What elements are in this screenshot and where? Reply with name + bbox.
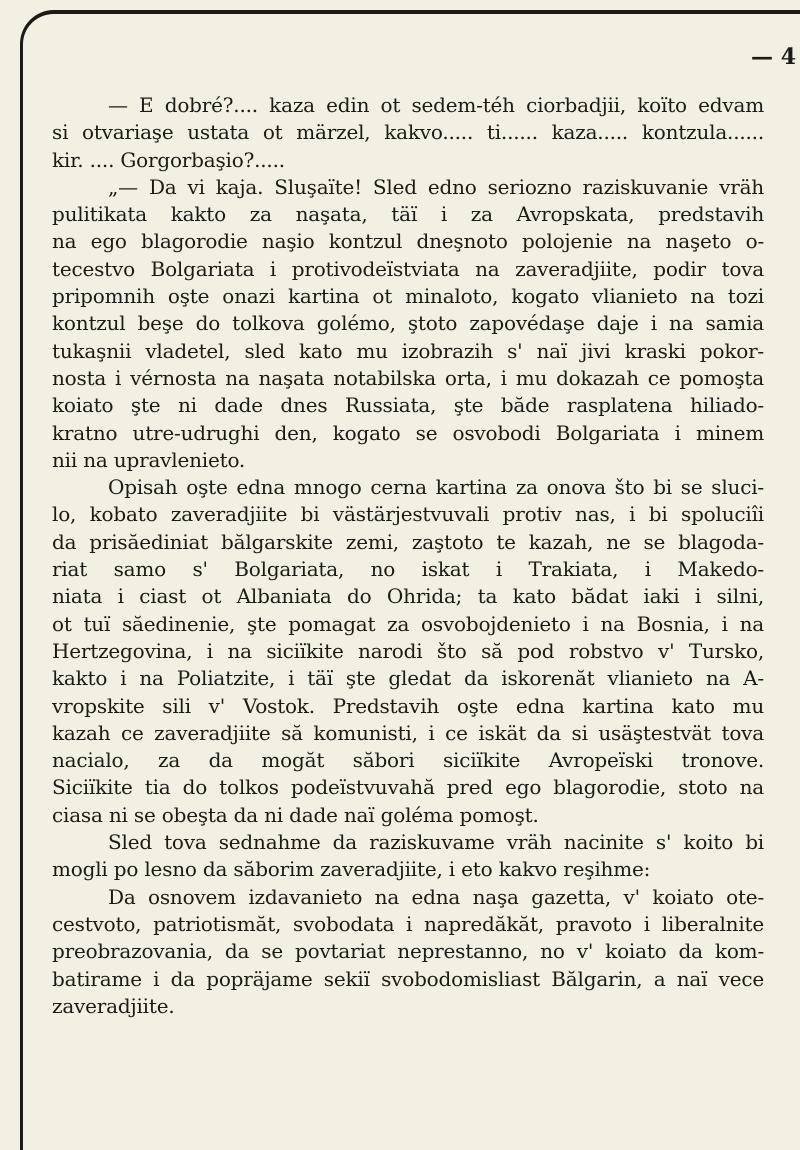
text-line: nii na upravlenieto. <box>52 447 246 472</box>
text-line: vropskite sili v' Vostok. Predstavih oşte edna kartina kato mu <box>52 693 764 718</box>
text-line: si otvariaşe ustata ot märzel, kakvo..... ti...... kaza..... kontzula...... <box>52 120 764 145</box>
text-line: pripomnih oşte onazi kartina ot minaloto, kogato vlianieto na tozi <box>52 284 764 309</box>
text-line: koiato şte ni dade dnes Russiata, şte băde rasplatena hiliado- <box>52 393 764 418</box>
text-line: Da osnovem izdavanieto na edna naşa gazetta, v' koiato ote- <box>108 884 764 909</box>
text-line: kazah ce zaveradjiite să komunisti, i ce iskät da si usäştestvät tova <box>52 720 764 745</box>
page-number: — 4 <box>751 44 796 70</box>
text-line: Sled tova sednahme da raziskuvame vräh nacinite s' koito bi <box>108 830 764 855</box>
paragraph <box>52 474 764 829</box>
text-line: nosta i vérnosta na naşata notabilska orta, i mu dokazah ce pomoşta <box>52 365 764 390</box>
article-body <box>52 92 764 1020</box>
text-line: preobrazovania, da se povtariat neprestanno, no v' koiato da kom- <box>52 939 764 964</box>
text-line: cestvoto, patriotismăt, svobodata i napredăkăt, pravoto i liberalnite <box>52 911 764 936</box>
text-line: Hertzegovina, i na siciïkite narodi što să pod robstvo v' Tursko, <box>52 638 764 663</box>
text-line: na ego blagorodie naşio kontzul dneşnoto polojenie na naşeto o- <box>52 229 764 254</box>
text-line: nacialo, za da mogăt săbori siciïkite Avropeïski tronove. <box>52 748 764 773</box>
text-line: kontzul beşe do tolkova golémo, ştoto zapovédaşe daje i na samia <box>52 311 764 336</box>
text-line: pulitikata kakto za naşata, täï i za Avropskata, predstavih <box>52 202 764 227</box>
text-line: niata i ciast ot Albaniata do Ohrida; ta kato bădat iaki i silni, <box>52 584 764 609</box>
text-line: zaveradjiite. <box>52 993 175 1018</box>
text-line: kir. .... Gorgorbaşio?..... <box>52 147 285 172</box>
text-line: lo, kobato zaveradjiite bi västärjestvuvali protiv nas, i bi spoluciîi <box>52 502 764 527</box>
text-line: mogli po lesno da săborim zaveradjiite, i eto kakvo reşihme: <box>52 857 651 882</box>
paragraph <box>52 829 764 884</box>
text-line: da prisăediniat bălgarskite zemi, zaştoto te kazah, ne se blagoda- <box>52 529 764 554</box>
text-line: kakto i na Poliatzite, i täï şte gledat da iskorenăt vlianieto na A- <box>52 666 764 691</box>
paragraph <box>52 174 764 474</box>
text-line: riat samo s' Bolgariata, no iskat i Trakiata, i Makedo- <box>52 557 764 582</box>
text-line: batirame i da popräjame sekiï svobodomisliast Bălgarin, a naï vece <box>52 966 764 991</box>
text-line: Opisah oşte edna mnogo cerna kartina za onova što bi se sluci- <box>108 475 764 500</box>
text-line: tecestvo Bolgariata i protivodeïstviata na zaveradjiite, podir tova <box>52 256 764 281</box>
text-line: Siciïkite tia do tolkos podeïstvuvahă pred ego blagorodie, stoto na <box>52 775 764 800</box>
text-line: tukaşnii vladetel, sled kato mu izobrazih s' naï jivi kraski pokor- <box>52 338 764 363</box>
paragraph <box>52 884 764 1020</box>
paragraph <box>52 92 764 174</box>
text-line: ciasa ni se obeşta da ni dade naï goléma pomoşt. <box>52 802 539 827</box>
text-line: — E dobré?.... kaza edin ot sedem-téh ciorbadjii, koïto edvam <box>108 93 764 117</box>
text-line: „— Da vi kaja. Sluşaïte! Sled edno seriozno raziskuvanie vräh <box>108 174 764 199</box>
text-line: ot tuï săedinenie, şte pomagat za osvobojdenieto i na Bosnia, i na <box>52 611 764 636</box>
text-line: kratno utre-udrughi den, kogato se osvobodi Bolgariata i minem <box>52 420 764 445</box>
